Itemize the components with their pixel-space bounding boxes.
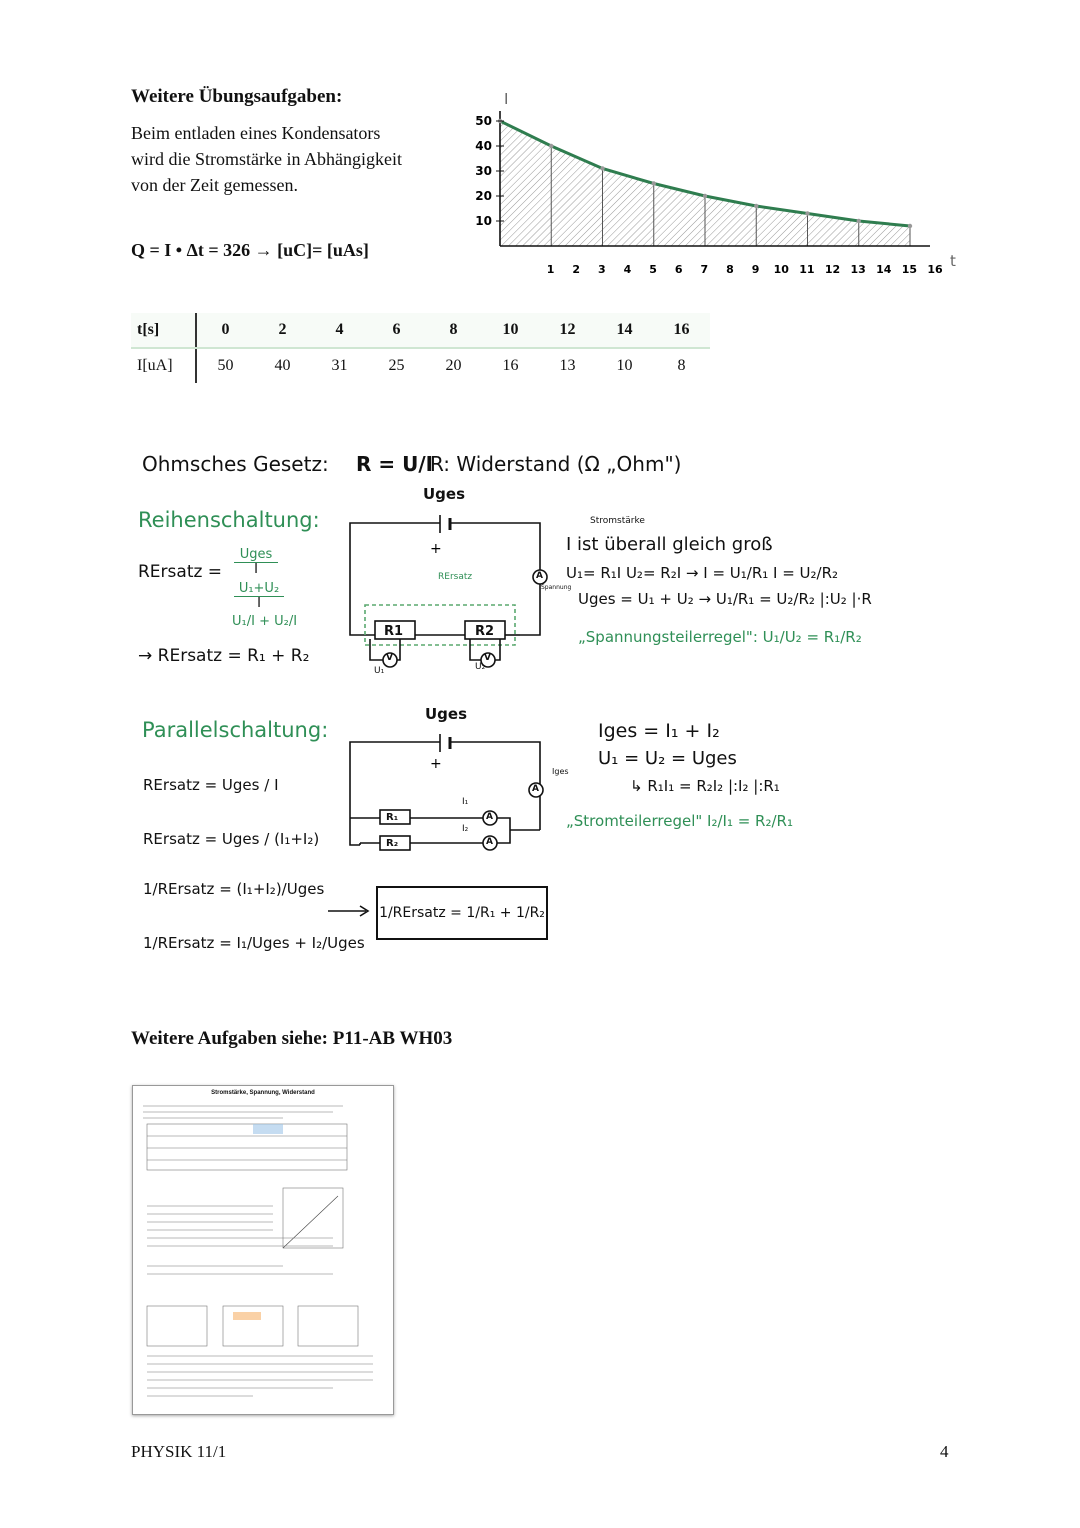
x-tick-label: 14 — [876, 263, 892, 276]
table-row — [131, 313, 710, 348]
x-tick-label: 12 — [824, 263, 841, 276]
x-tick-label: 3 — [598, 263, 606, 276]
x-tick-label: 8 — [726, 263, 734, 276]
chart-layer — [475, 90, 956, 276]
table-cell: 31 — [331, 357, 348, 374]
table-cell: 16 — [502, 357, 519, 374]
plus-sign: + — [430, 541, 442, 557]
reihen-split: U₁/I + U₂/I — [232, 614, 298, 629]
voltmeter-1-label: V — [386, 653, 393, 663]
reihen-fraction — [234, 582, 284, 611]
x-tick-label: 4 — [623, 263, 632, 276]
fraction-den: I — [234, 562, 278, 577]
data-point — [652, 181, 656, 185]
x-axis-label: t — [950, 252, 956, 270]
reihen-note: U₁= R₁I U₂= R₂I → I = U₁/R₁ I = U₂/R₂ — [566, 564, 839, 582]
x-tick-label: 1 — [546, 263, 555, 276]
arrow-icon — [326, 904, 374, 918]
table-cell: 50 — [217, 357, 234, 374]
parallel-title: Parallelschaltung: — [142, 718, 329, 742]
parallel-line: RErsatz = Uges / I — [143, 776, 279, 794]
fraction-num: U₁+U₂ — [238, 581, 280, 596]
ammeter-1-label: A — [486, 812, 493, 822]
worksheet-thumbnail[interactable] — [132, 1085, 394, 1415]
parallel-line: RErsatz = Uges / (I₁+I₂) — [143, 830, 320, 848]
measurement-table — [131, 313, 710, 383]
parallel-note: ↳ R₁I₁ = R₂I₂ |:I₂ |:R₁ — [630, 777, 780, 795]
table-cell: 2 — [254, 313, 311, 348]
discharge-chart — [470, 86, 970, 286]
further-tasks: Weitere Aufgaben siehe: P11-AB WH03 — [131, 1028, 453, 1049]
footer-course: PHYSIK 11/1 — [131, 1442, 227, 1461]
data-point — [805, 211, 809, 215]
reihen-note: Uges = U₁ + U₂ → U₁/R₁ = U₂/R₂ |:U₂ |·R — [578, 590, 872, 608]
series-circuit — [340, 485, 570, 685]
reihen-lhs: RErsatz = — [138, 562, 223, 582]
data-point — [754, 204, 758, 208]
stromteiler-rule: „Stromteilerregel" I₂/I₁ = R₂/R₁ — [566, 812, 793, 830]
spannungsteiler-rule: „Spannungsteilerregel": U₁/U₂ = R₁/R₂ — [578, 628, 862, 646]
u1-label: U₁ — [374, 666, 385, 676]
table-cell: 10 — [616, 357, 633, 374]
reihen-fraction — [234, 548, 278, 577]
x-tick-label: 5 — [649, 263, 657, 276]
y-tick-label: 20 — [475, 189, 492, 203]
data-point — [857, 219, 861, 223]
data-point — [908, 224, 912, 228]
parallel-note: Iges = I₁ + I₂ — [598, 720, 720, 742]
table-cell: 40 — [274, 357, 291, 374]
reihen-title: Reihenschaltung: — [138, 508, 320, 532]
series-rersatz-label: RErsatz — [438, 572, 473, 582]
x-tick-label: 9 — [751, 263, 760, 276]
table-cell: 8 — [677, 357, 686, 374]
plus-sign: + — [430, 756, 442, 772]
table-cell: 14 — [596, 313, 653, 348]
fraction-num: Uges — [239, 547, 273, 562]
x-tick-label: 16 — [927, 263, 943, 276]
x-tick-label: 13 — [850, 263, 866, 276]
wire — [350, 742, 440, 845]
ammeter-label: A — [536, 571, 543, 581]
table-cell: 16 — [653, 313, 710, 348]
wire — [350, 523, 440, 635]
u2-label: U₂ — [475, 662, 486, 672]
intro-paragraph — [131, 120, 461, 198]
reihen-note: I ist überall gleich groß — [566, 534, 773, 555]
x-tick-label: 11 — [799, 263, 815, 276]
table-cell: 10 — [482, 313, 539, 348]
voltmeter-2-label: V — [484, 653, 491, 663]
x-tick-label: 10 — [773, 263, 789, 276]
section-heading: Weitere Übungsaufgaben: — [131, 86, 343, 107]
ammeter-total-label: A — [532, 784, 539, 794]
ohm-note: R: Widerstand (Ω „Ohm") — [430, 452, 682, 476]
table-cell: 8 — [425, 313, 482, 348]
ohm-title: Ohmsches Gesetz: — [142, 452, 329, 476]
y-tick-label: 40 — [475, 139, 492, 153]
wire — [497, 818, 510, 843]
table-cell: 13 — [559, 357, 576, 374]
i1-label: I₁ — [462, 797, 469, 807]
intro-line: von der Zeit gemessen. — [131, 175, 298, 195]
r1-label: R1 — [384, 624, 404, 639]
intro-line: wird die Stromstärke in Abhängigkeit — [131, 149, 402, 169]
i2-label: I₂ — [462, 824, 469, 834]
y-axis-label: I — [504, 90, 509, 108]
table-header-i: I[uA] — [131, 348, 196, 383]
x-tick-label: 2 — [572, 263, 581, 276]
y-tick-label: 30 — [475, 164, 492, 178]
table-header-t: t[s] — [131, 313, 196, 348]
table-row — [131, 348, 710, 383]
x-tick-label: 6 — [674, 263, 683, 276]
ohm-formula: R = U/I — [356, 452, 434, 476]
parallel-boxed-result: 1/RErsatz = 1/R₁ + 1/R₂ — [376, 886, 548, 940]
thumbnail-sketch — [133, 1096, 393, 1412]
parallel-uges: Uges — [425, 705, 468, 723]
reihen-result: → RErsatz = R₁ + R₂ — [138, 646, 310, 666]
table-cell: 4 — [311, 313, 368, 348]
y-tick-label: 50 — [475, 114, 492, 128]
parallel-line: 1/RErsatz = (I₁+I₂)/Uges — [143, 880, 325, 898]
charge-formula: Q = I • Δt = 326 → [uC]= [uAs] — [131, 240, 369, 260]
data-point — [600, 166, 604, 170]
intro-line: Beim entladen eines Kondensators — [131, 123, 381, 143]
table-cell: 0 — [196, 313, 254, 348]
ammeter-2-label: A — [486, 837, 493, 847]
x-tick-label: 7 — [700, 263, 709, 276]
parallel-line: 1/RErsatz = I₁/Uges + I₂/Uges — [143, 934, 365, 952]
r1-label: R₁ — [386, 812, 399, 823]
page-number: 4 — [940, 1442, 949, 1461]
r2-label: R2 — [475, 624, 495, 639]
thumbnail-title: Stromstärke, Spannung, Widerstand — [211, 1090, 315, 1096]
spannung-label: Spannung — [541, 584, 572, 591]
series-uges: Uges — [423, 485, 466, 503]
fraction-den: I — [234, 596, 284, 611]
x-tick-label: 15 — [901, 263, 918, 276]
table-cell: 25 — [388, 357, 405, 374]
parallel-note: U₁ = U₂ = Uges — [598, 748, 737, 769]
y-tick-label: 10 — [475, 214, 492, 228]
table-cell: 20 — [445, 357, 462, 374]
strom-label: Stromstärke — [590, 516, 645, 526]
data-point — [703, 194, 707, 198]
iges-label: Iges — [552, 767, 569, 776]
table-cell: 6 — [368, 313, 425, 348]
table-cell: 12 — [539, 313, 596, 348]
r2-label: R₂ — [386, 838, 399, 849]
data-point — [549, 144, 553, 148]
